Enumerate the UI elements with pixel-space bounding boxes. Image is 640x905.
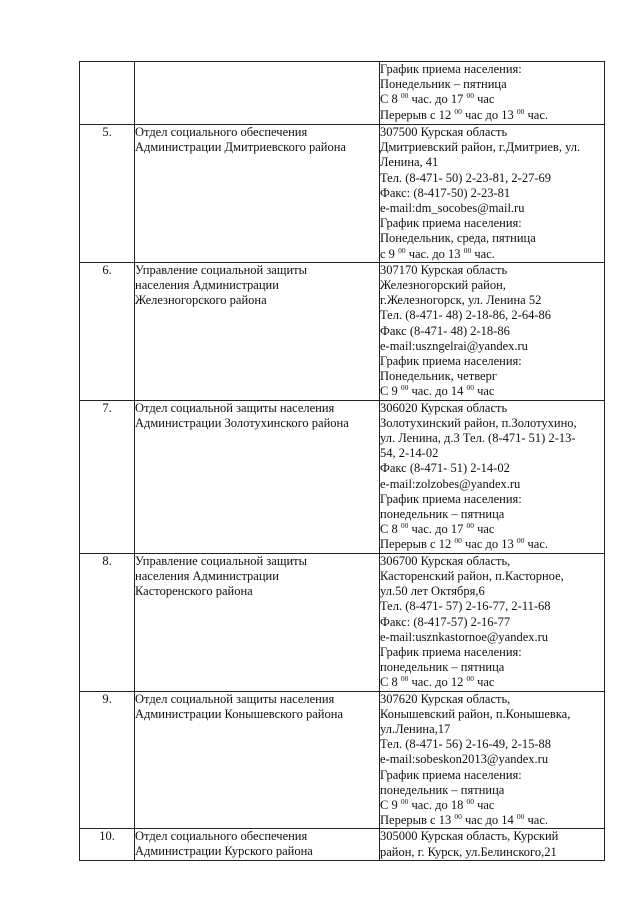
contact-info-line (380, 722, 604, 737)
contact-info-line (380, 829, 604, 844)
table-row (80, 829, 605, 860)
text-segment: С 8 (380, 92, 401, 107)
contact-info-line (380, 216, 604, 231)
superscript-minutes: 00 (466, 674, 474, 684)
row-number: 9. (80, 691, 135, 829)
contact-info (380, 400, 605, 553)
text-segment: e-mail:dm_socobes@mail.ru (380, 201, 525, 216)
text-segment: График приема населения: (380, 354, 522, 369)
text-segment: Касторенский район, п.Касторное, (380, 568, 564, 583)
department-name (135, 829, 380, 860)
superscript-minutes: 00 (400, 91, 409, 101)
table-row (80, 62, 605, 125)
text-segment: График приема населения: (380, 767, 522, 782)
text-segment: час до 13 (461, 107, 517, 122)
department-name (135, 262, 380, 400)
contact-info-line (380, 308, 604, 323)
contact-info-line (380, 278, 604, 293)
department-name-line: Отдел социальной защиты населения (135, 691, 335, 706)
contact-info-line (380, 125, 604, 140)
text-segment: Понедельник, четверг (380, 369, 497, 384)
text-segment: e-mail:uszngelrai@yandex.ru (380, 338, 528, 353)
contact-info-line (380, 845, 604, 860)
contact-info-line (380, 186, 604, 201)
contact-info-line (380, 339, 604, 354)
contact-info-line (380, 108, 604, 123)
text-segment: понедельник – пятница (380, 660, 505, 675)
department-name (135, 400, 380, 553)
contact-info (380, 691, 605, 829)
contact-info-line (380, 324, 604, 339)
department-name-line: населения Администрации (135, 277, 279, 292)
table-row (80, 691, 605, 829)
row-number: 6. (80, 262, 135, 400)
superscript-minutes: 00 (466, 91, 474, 101)
text-segment: с 9 (380, 246, 399, 261)
table-body (80, 62, 605, 861)
contact-info-line (380, 231, 604, 246)
superscript-minutes: 00 (516, 536, 525, 546)
text-segment: час (473, 797, 495, 812)
contact-info-line (380, 768, 604, 783)
department-name-line: Отдел социального обеспечения (135, 829, 308, 844)
text-segment: час. (524, 537, 548, 552)
contact-info-line (380, 675, 604, 690)
department-name (135, 553, 380, 691)
text-segment: Перерыв с 12 (380, 107, 455, 122)
text-segment: e-mail:usznkastornoe@yandex.ru (380, 629, 549, 644)
row-number: 10. (80, 829, 135, 860)
contact-info-line (380, 431, 604, 446)
text-segment: Понедельник – пятница (380, 77, 507, 92)
department-name-line: Управление социальной защиты (135, 262, 308, 277)
text-segment: График приема населения: (380, 491, 522, 506)
text-segment: ул.Ленина,17 (380, 721, 451, 736)
department-name-line: Касторенского района (135, 583, 253, 598)
contact-info-line (380, 155, 604, 170)
contact-info-line (380, 401, 604, 416)
text-segment: Перерыв с 13 (380, 813, 455, 828)
text-segment: час. до 13 (405, 246, 464, 261)
contact-info-line (380, 263, 604, 278)
contact-info-line (380, 615, 604, 630)
text-segment: час. до 12 (408, 675, 467, 690)
contact-info (380, 553, 605, 691)
contact-info (380, 262, 605, 400)
department-name (135, 691, 380, 829)
text-segment: Дмитриевский район, г.Дмитриев, ул. (380, 140, 581, 155)
department-name-line: Отдел социальной защиты населения (135, 400, 335, 415)
superscript-minutes: 00 (400, 521, 409, 531)
text-segment: г.Железногорск, ул. Ленина 52 (380, 293, 542, 308)
text-segment: час. до 17 (408, 522, 467, 537)
text-segment: час (473, 675, 495, 690)
contact-info-line (380, 569, 604, 584)
contact-info-line (380, 783, 604, 798)
text-segment: Понедельник, среда, пятница (380, 231, 536, 246)
contact-info-line (380, 247, 604, 262)
contact-info-line (380, 77, 604, 92)
contact-info-line (380, 660, 604, 675)
contact-info-line (380, 707, 604, 722)
table-row (80, 553, 605, 691)
superscript-minutes: 00 (516, 106, 525, 116)
text-segment: Тел. (8-471- 50) 2-23-81, 2-27-69 (380, 170, 551, 185)
contact-info-line (380, 62, 604, 77)
text-segment: С 9 (380, 384, 401, 399)
text-segment: 306020 Курская область (380, 400, 508, 415)
contact-info-line (380, 354, 604, 369)
department-name-line: Управление социальной защиты (135, 553, 308, 568)
text-segment: ул. Ленина, д.3 Тел. (8-471- 51) 2-13- (380, 431, 576, 446)
text-segment: час. (524, 107, 548, 122)
text-segment: час до 13 (461, 537, 517, 552)
department-name-line: Администрации Курского района (135, 844, 313, 859)
contact-info-line (380, 554, 604, 569)
superscript-minutes: 00 (454, 812, 462, 822)
contact-info-line (380, 171, 604, 186)
text-segment: Факс (8-471- 51) 2-14-02 (380, 461, 510, 476)
text-segment: График приема населения: (380, 62, 522, 76)
row-number: 7. (80, 400, 135, 553)
contact-info-line (380, 522, 604, 537)
contact-info-line (380, 477, 604, 492)
text-segment: 54, 2-14-02 (380, 446, 439, 461)
text-segment: 306700 Курская область, (380, 553, 511, 568)
text-segment: час (473, 522, 495, 537)
text-segment: Перерыв с 12 (380, 537, 455, 552)
text-segment: ул.50 лет Октября,6 (380, 584, 485, 599)
text-segment: Золотухинский район, п.Золотухино, (380, 415, 577, 430)
department-name-line: Администрации Конышевского района (135, 706, 343, 721)
contact-info-line (380, 537, 604, 552)
contact-info-line (380, 507, 604, 522)
contact-info-line (380, 201, 604, 216)
table-row (80, 262, 605, 400)
contact-info-line (380, 752, 604, 767)
text-segment: час. до 18 (408, 797, 467, 812)
text-segment: e-mail:zolzobes@yandex.ru (380, 476, 521, 491)
text-segment: 307620 Курская область, (380, 691, 511, 706)
table-row (80, 125, 605, 263)
text-segment: час (473, 92, 495, 107)
text-segment: Факс: (8-417-57) 2-16-77 (380, 614, 511, 629)
contact-info-line (380, 293, 604, 308)
superscript-minutes: 00 (466, 383, 474, 393)
contact-info-line (380, 692, 604, 707)
superscript-minutes: 00 (400, 796, 409, 806)
text-segment: Тел. (8-471- 48) 2-18-86, 2-64-86 (380, 308, 551, 323)
text-segment: График приема населения: (380, 644, 522, 659)
text-segment: район, г. Курск, ул.Белинского,21 (380, 844, 557, 859)
superscript-minutes: 00 (463, 245, 472, 255)
text-segment: Факс (8-471- 48) 2-18-86 (380, 323, 510, 338)
text-segment: Железногорский район, (380, 278, 506, 293)
departments-table (79, 61, 605, 861)
text-segment: час. до 17 (408, 92, 467, 107)
text-segment: График приема населения: (380, 216, 522, 231)
text-segment: час (473, 384, 495, 399)
text-segment: 305000 Курская область, Курский (380, 829, 559, 844)
contact-info-line (380, 630, 604, 645)
department-name-line: Отдел социального обеспечения (135, 125, 308, 139)
text-segment: С 8 (380, 675, 401, 690)
contact-info (380, 125, 605, 263)
superscript-minutes: 00 (400, 674, 409, 684)
text-segment: час. (471, 246, 495, 261)
contact-info-line (380, 416, 604, 431)
table-row (80, 400, 605, 553)
text-segment: С 8 (380, 522, 401, 537)
text-segment: понедельник – пятница (380, 782, 505, 797)
text-segment: час. до 14 (408, 384, 467, 399)
department-name-line: Администрации Золотухинского района (135, 415, 349, 430)
contact-info-line (380, 492, 604, 507)
row-number: 5. (80, 125, 135, 263)
contact-info (380, 62, 605, 125)
department-name (135, 62, 380, 125)
contact-info-line (380, 599, 604, 614)
department-name-line: населения Администрации (135, 568, 279, 583)
text-segment: С 9 (380, 797, 401, 812)
text-segment: час. (524, 813, 548, 828)
text-segment: Ленина, 41 (380, 155, 439, 170)
superscript-minutes: 00 (466, 796, 474, 806)
superscript-minutes: 00 (466, 521, 474, 531)
text-segment: Конышевский район, п.Конышевка, (380, 706, 571, 721)
contact-info-line (380, 369, 604, 384)
department-name-line: Железногорского района (135, 292, 267, 307)
text-segment: e-mail:sobeskon2013@yandex.ru (380, 752, 549, 767)
contact-info-line (380, 446, 604, 461)
text-segment: 307500 Курская область (380, 125, 508, 139)
contact-info-line (380, 645, 604, 660)
superscript-minutes: 00 (400, 383, 409, 393)
contact-info-line (380, 140, 604, 155)
department-name (135, 125, 380, 263)
contact-info-line (380, 384, 604, 399)
row-number: 8. (80, 553, 135, 691)
superscript-minutes: 00 (398, 245, 406, 255)
contact-info-line (380, 92, 604, 107)
text-segment: понедельник – пятница (380, 507, 505, 522)
contact-info (380, 829, 605, 860)
text-segment: час до 14 (461, 813, 517, 828)
superscript-minutes: 00 (516, 812, 525, 822)
row-number (80, 62, 135, 125)
text-segment: Тел. (8-471- 57) 2-16-77, 2-11-68 (380, 599, 551, 614)
text-segment: 307170 Курская область (380, 262, 508, 277)
contact-info-line (380, 813, 604, 828)
text-segment: Факс: (8-417-50) 2-23-81 (380, 185, 511, 200)
superscript-minutes: 00 (454, 106, 462, 116)
contact-info-line (380, 461, 604, 476)
department-name-line: Администрации Дмитриевского района (135, 140, 346, 154)
contact-info-line (380, 584, 604, 599)
contact-info-line (380, 798, 604, 813)
superscript-minutes: 00 (454, 536, 462, 546)
contact-info-line (380, 737, 604, 752)
text-segment: Тел. (8-471- 56) 2-16-49, 2-15-88 (380, 737, 551, 752)
